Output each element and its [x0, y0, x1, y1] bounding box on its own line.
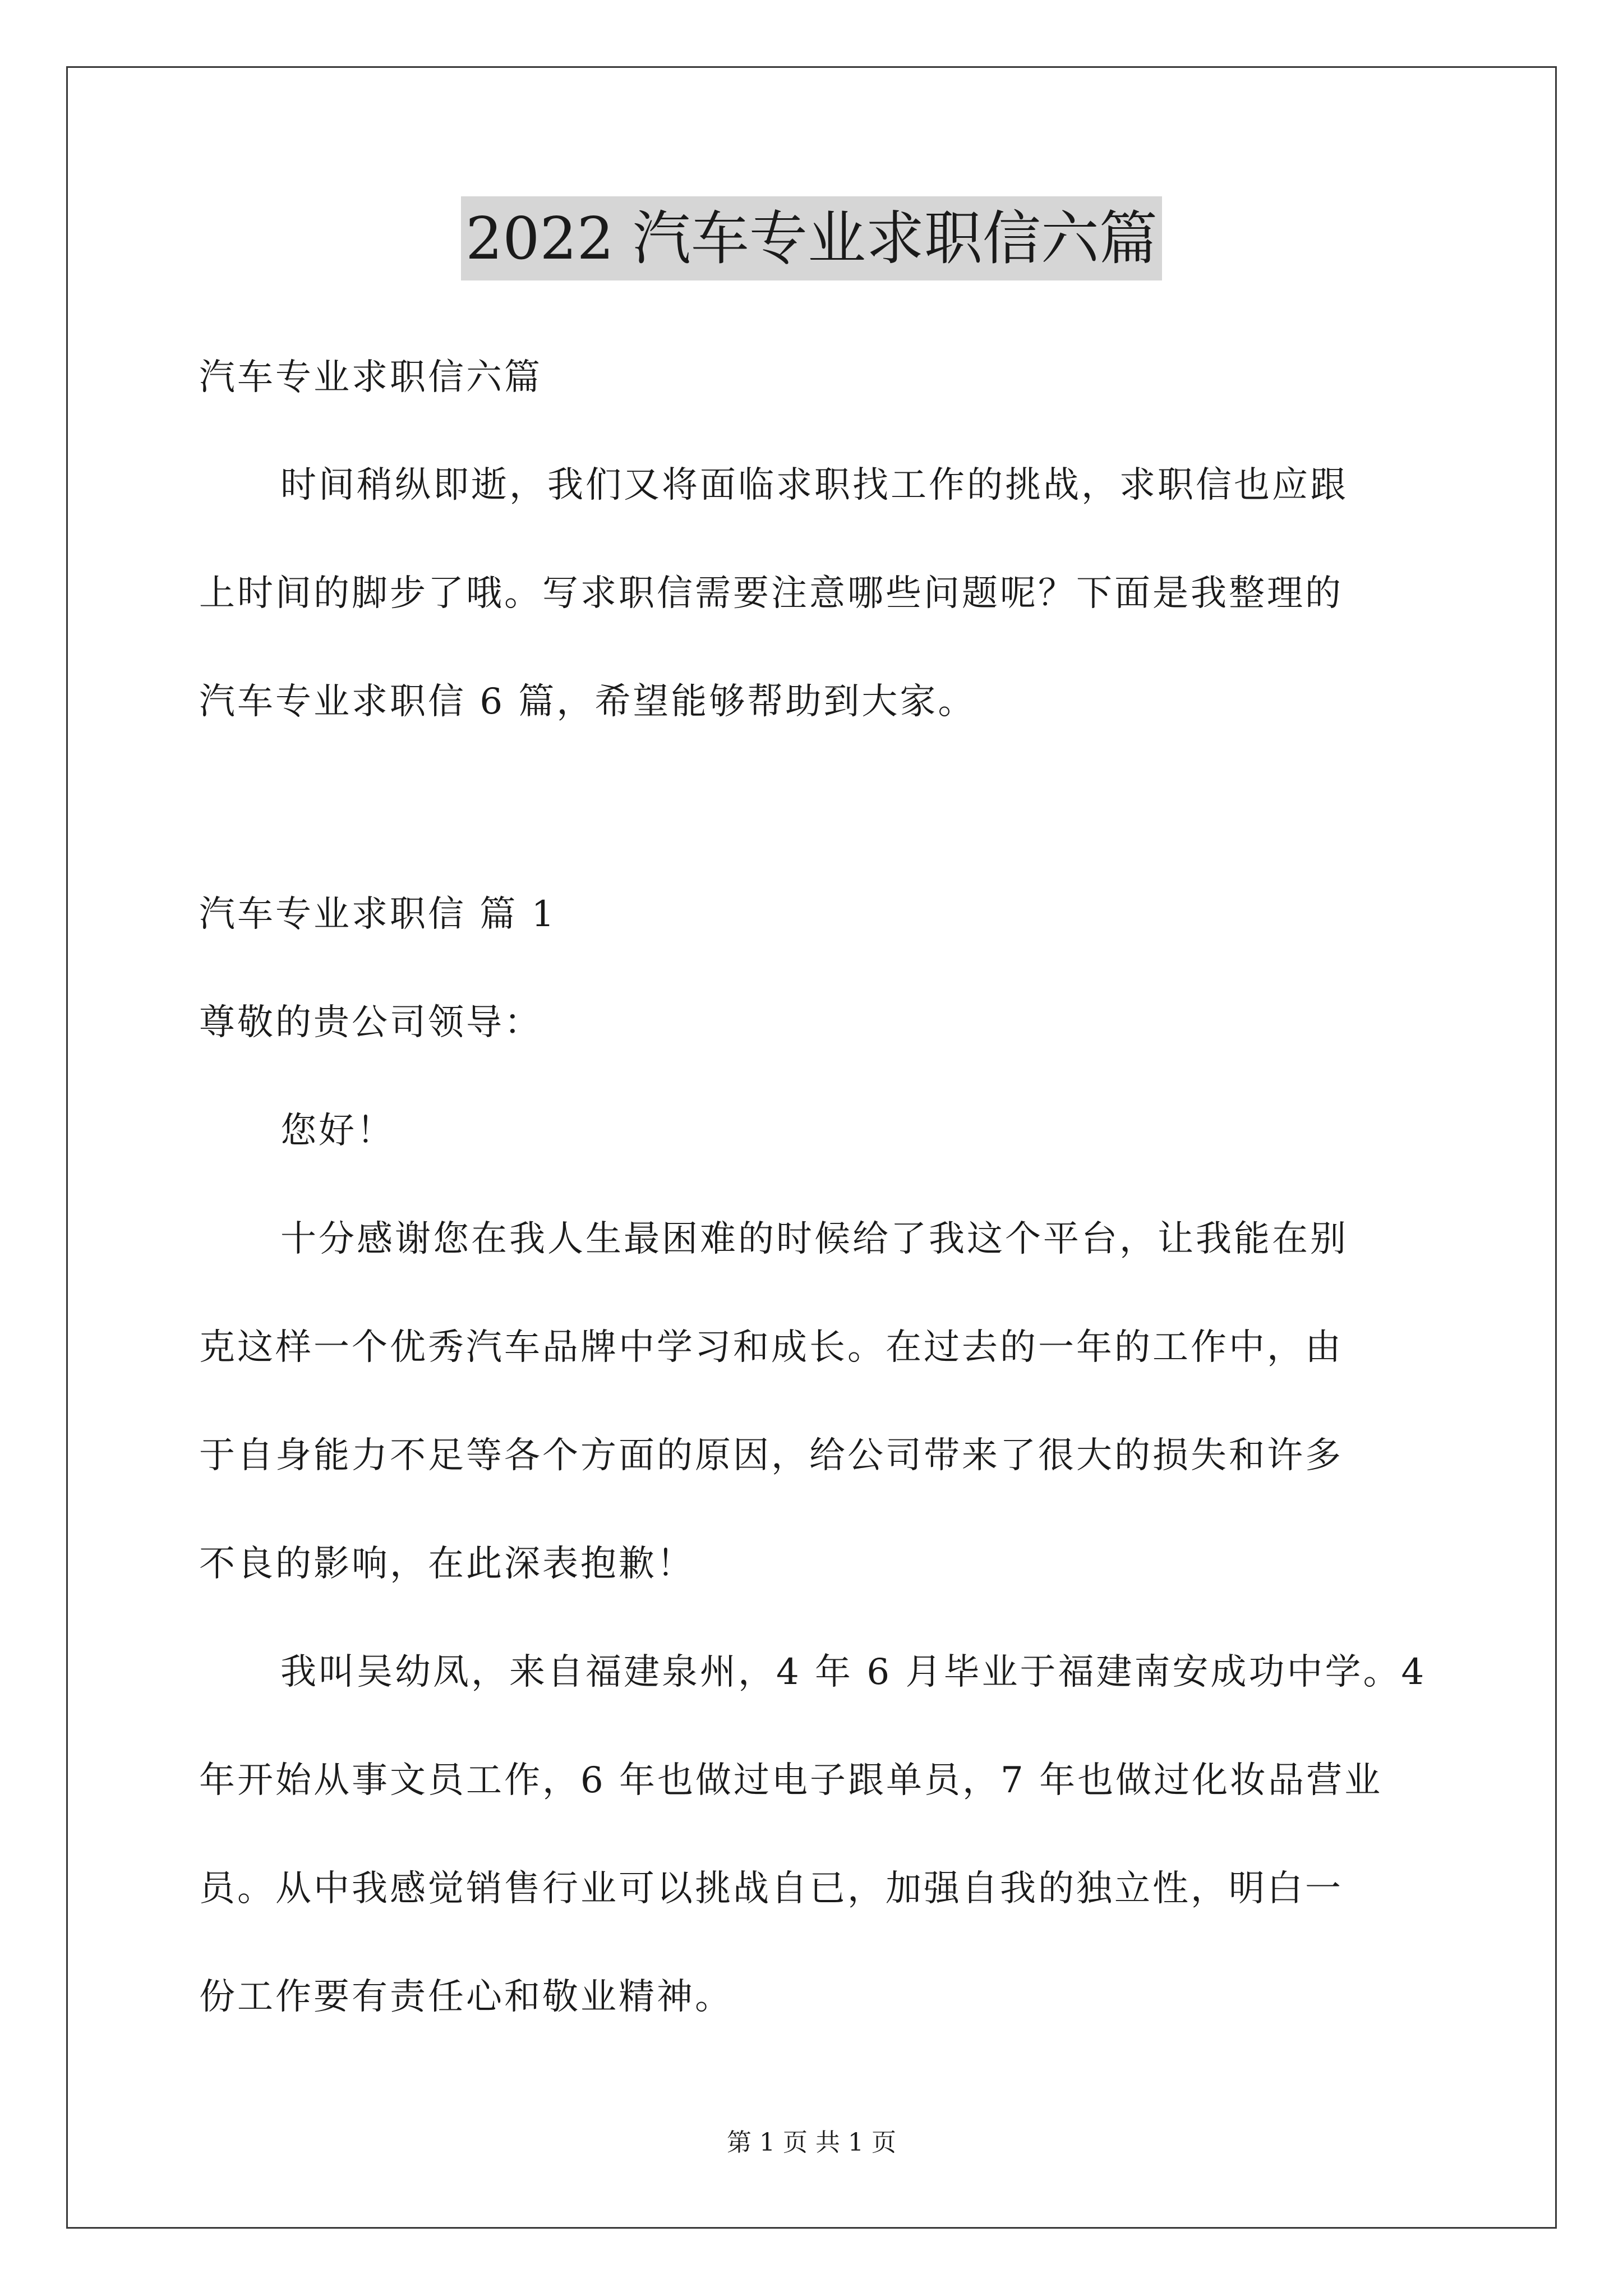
- paragraph1-line-4: 不良的影响，在此深表抱歉！: [199, 1543, 695, 1585]
- salutation: 尊敬的贵公司领导：: [199, 1002, 542, 1043]
- intro-line-1: 时间稍纵即逝，我们又将面临求职找工作的挑战，求职信也应跟: [280, 464, 1348, 506]
- paragraph1-line-2: 克这样一个优秀汽车品牌中学习和成长。在过去的一年的工作中，由: [199, 1327, 1343, 1368]
- intro-line-2: 上时间的脚步了哦。写求职信需要注意哪些问题呢？下面是我整理的: [199, 573, 1343, 614]
- greeting: 您好！: [280, 1110, 395, 1152]
- intro-line-3: 汽车专业求职信 6 篇，希望能够帮助到大家。: [199, 681, 976, 723]
- paragraph2-line-3: 员。从中我感觉销售行业可以挑战自已，加强自我的独立性，明白一: [199, 1868, 1343, 1910]
- paragraph2-line-4: 份工作要有责任心和敬业精神。: [199, 1976, 733, 2018]
- document-subtitle: 汽车专业求职信六篇: [199, 357, 542, 398]
- paragraph2-line-2: 年开始从事文员工作，6 年也做过电子跟单员，7 年也做过化妆品营业: [199, 1760, 1383, 1801]
- paragraph2-line-1: 我叫吴幼凤，来自福建泉州，4 年 6 月毕业于福建南安成功中学。4: [280, 1651, 1427, 1693]
- paragraph1-line-3: 于自身能力不足等各个方面的原因，给公司带来了很大的损失和许多: [199, 1435, 1343, 1476]
- page-footer: 第 1 页 共 1 页: [727, 2128, 896, 2157]
- document-title: 2022 汽车专业求职信六篇: [461, 196, 1162, 280]
- section-heading: 汽车专业求职信 篇 1: [199, 894, 557, 935]
- title-wrap: [0, 196, 1623, 280]
- paragraph1-line-1: 十分感谢您在我人生最困难的时候给了我这个平台，让我能在别: [280, 1218, 1348, 1260]
